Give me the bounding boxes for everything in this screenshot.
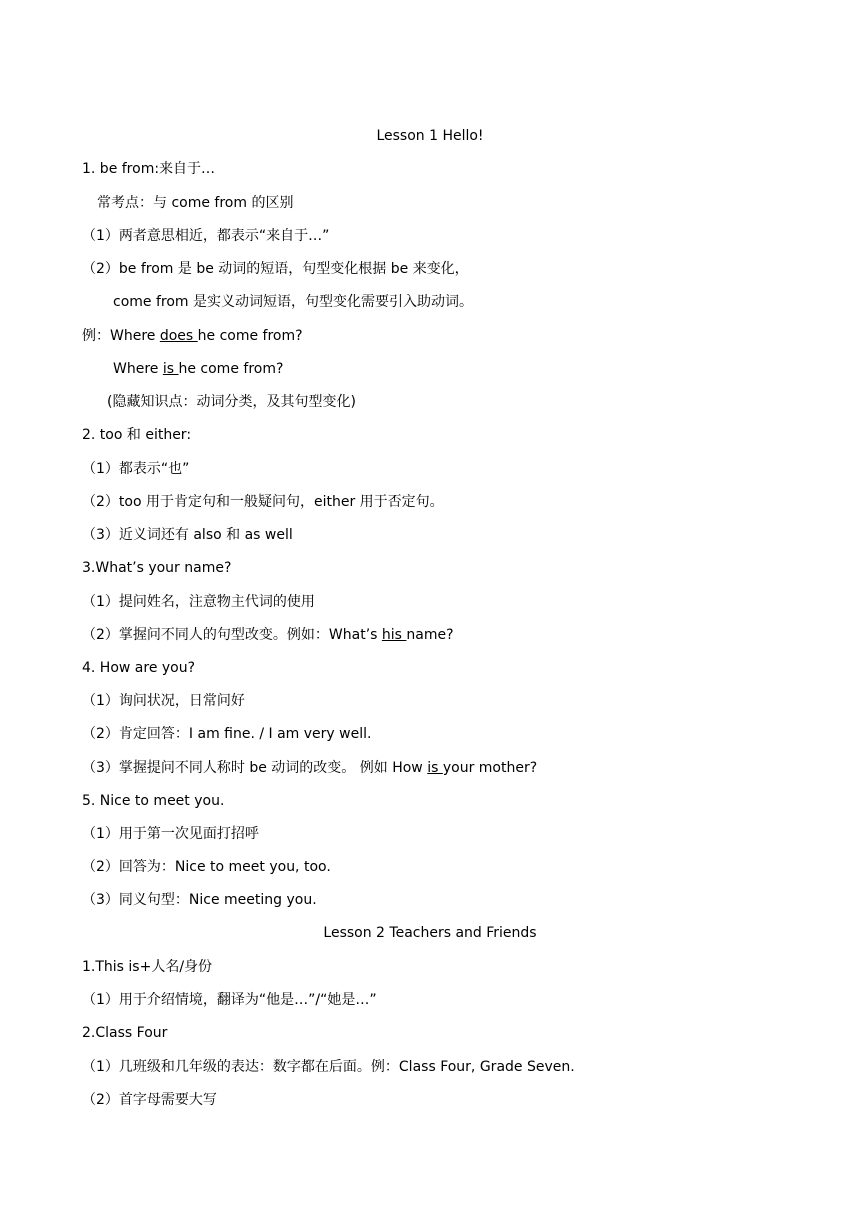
example-prefix: 例：Where [82, 328, 160, 344]
example-rest: he come from? [197, 328, 303, 344]
lesson2-point2-heading: 2.Class Four [82, 1025, 168, 1041]
lesson2-point2-line: （2）首字母需要大写 [82, 1092, 217, 1108]
lesson1-point4-heading: 4. How are you? [82, 660, 196, 676]
lesson1-point5-line: （1）用于第一次见面打招呼 [82, 826, 259, 842]
lesson1-point2-heading: 2. too 和 either: [82, 427, 192, 443]
lesson1-point5-line: （2）回答为：Nice to meet you, too. [82, 859, 331, 875]
lesson1-point2-line: （2）too 用于肯定句和一般疑问句，either 用于否定句。 [82, 494, 444, 510]
lesson1-title: Lesson 1 Hello! [376, 128, 484, 144]
line-rest: name? [406, 627, 454, 643]
lesson1-example-2 [113, 359, 283, 379]
lesson1-point2-line: （1）都表示“也” [82, 461, 190, 477]
lesson1-point3-line [82, 625, 454, 645]
line-prefix: （3）掌握提问不同人称时 be 动词的改变。 例如 How [82, 760, 428, 776]
line-prefix: （2）掌握问不同人的句型改变。例如：What’s [82, 627, 382, 643]
underlined-word: is [162, 361, 179, 377]
lesson1-point4-line: （1）询问状况，日常问好 [82, 693, 245, 709]
underlined-word: does [159, 328, 198, 344]
underlined-word: is [427, 760, 443, 776]
lesson1-point1-heading: 1. be from:来自于… [82, 161, 216, 177]
lesson2-point1-heading: 1.This is+人名/身份 [82, 959, 213, 975]
example-rest: he come from? [178, 361, 284, 377]
example-prefix: Where [113, 361, 163, 377]
lesson1-point4-line [82, 758, 537, 778]
lesson1-point1-line: 常考点：与 come from 的区别 [97, 195, 294, 211]
lesson1-point4-line: （2）肯定回答：I am fine. / I am very well. [82, 726, 372, 742]
lesson2-point2-line: （1）几班级和几年级的表达：数字都在后面。例：Class Four, Grade Seven. [82, 1059, 575, 1075]
line-rest: your mother? [442, 760, 538, 776]
lesson1-hidden-note: (隐藏知识点：动词分类，及其句型变化) [107, 394, 356, 410]
lesson2-title: Lesson 2 Teachers and Friends [323, 925, 537, 941]
lesson1-point1-line: come from 是实义动词短语，句型变化需要引入助动词。 [113, 294, 473, 310]
lesson1-point3-line: （1）提问姓名，注意物主代词的使用 [82, 594, 315, 610]
lesson1-point2-line: （3）近义词还有 also 和 as well [82, 527, 293, 543]
lesson1-example-1 [82, 326, 303, 346]
lesson1-point1-line: （1）两者意思相近，都表示“来自于…” [82, 228, 330, 244]
lesson1-point3-heading: 3.What’s your name? [82, 560, 232, 576]
lesson1-point5-line: （3）同义句型：Nice meeting you. [82, 892, 317, 908]
lesson1-point5-heading: 5. Nice to meet you. [82, 793, 225, 809]
underlined-word: his [381, 627, 407, 643]
lesson2-point1-line: （1）用于介绍情境，翻译为“他是…”/“她是…” [82, 992, 377, 1008]
lesson1-point1-line: （2）be from 是 be 动词的短语，句型变化根据 be 来变化， [82, 261, 469, 277]
